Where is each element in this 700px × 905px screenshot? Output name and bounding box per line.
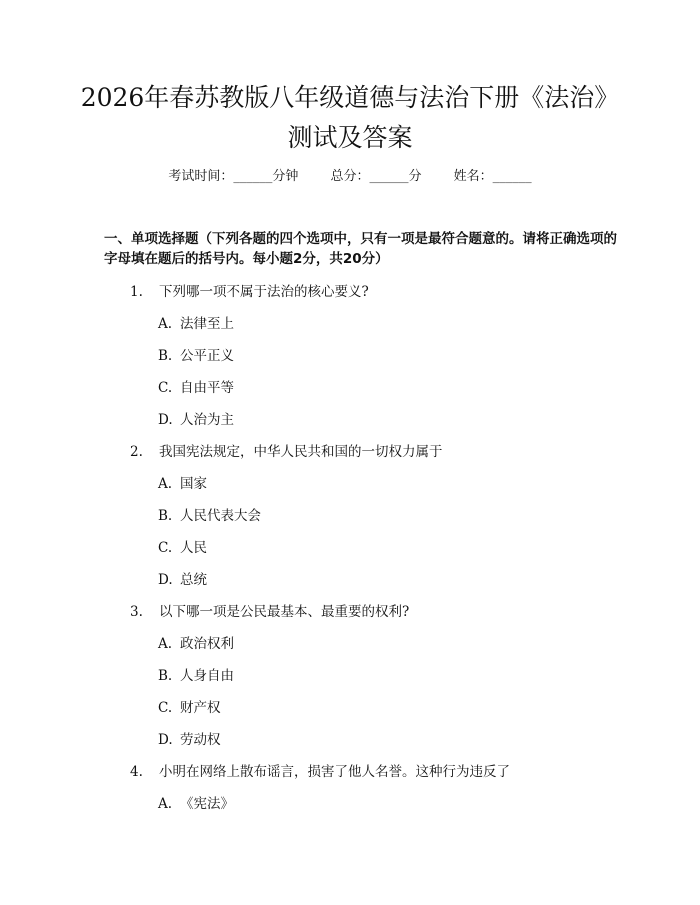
option-a	[0, 314, 700, 346]
option-letter: C.	[158, 380, 173, 396]
option-text: 劳动权	[180, 732, 221, 748]
question-stem	[0, 442, 700, 474]
question-number: 3.	[130, 604, 143, 620]
exam-info-line	[0, 167, 700, 187]
option-text: 自由平等	[180, 380, 234, 396]
question-4	[0, 762, 700, 826]
question-list	[0, 282, 700, 826]
option-letter: D.	[158, 412, 173, 428]
option-c	[0, 378, 700, 410]
option-text: 《宪法》	[180, 796, 234, 812]
exam-time-unit: 分钟	[272, 169, 299, 184]
option-text: 国家	[180, 476, 207, 492]
question-1	[0, 282, 700, 442]
question-text: 以下哪一项是公民最基本、最重要的权利?	[159, 604, 410, 620]
question-stem	[0, 762, 700, 794]
option-a	[0, 794, 700, 826]
question-stem	[0, 602, 700, 634]
question-3	[0, 602, 700, 762]
option-letter: A.	[158, 636, 173, 652]
option-d	[0, 730, 700, 762]
name-label: 姓名：	[453, 169, 493, 184]
option-letter: C.	[158, 700, 173, 716]
question-text: 小明在网络上散布谣言，损害了他人名誉。这种行为违反了	[159, 764, 510, 780]
total-score-blank: ______	[369, 169, 409, 184]
exam-time-field	[168, 169, 298, 184]
document-title: 2026年春苏教版八年级道德与法治下册《法治》测试及答案	[80, 83, 620, 152]
name-field	[454, 169, 532, 184]
option-d	[0, 410, 700, 442]
question-number: 2.	[130, 444, 143, 460]
option-letter: A.	[158, 476, 173, 492]
exam-time-blank: ______	[233, 169, 273, 184]
question-text: 我国宪法规定，中华人民共和国的一切权力属于	[159, 444, 443, 460]
option-b	[0, 506, 700, 538]
option-text: 人民代表大会	[180, 508, 261, 524]
question-text: 下列哪一项不属于法治的核心要义?	[159, 284, 369, 300]
option-letter: D.	[158, 572, 173, 588]
option-b	[0, 666, 700, 698]
question-stem	[0, 282, 700, 314]
exam-time-label: 考试时间：	[168, 169, 234, 184]
option-letter: A.	[158, 796, 173, 812]
question-number: 1.	[130, 284, 143, 300]
total-score-field	[330, 169, 421, 184]
option-letter: A.	[158, 316, 173, 332]
option-text: 政治权利	[180, 636, 234, 652]
option-text: 财产权	[180, 700, 221, 716]
option-letter: C.	[158, 540, 173, 556]
option-text: 法律至上	[180, 316, 234, 332]
name-blank: ______	[492, 169, 532, 184]
option-text: 人民	[180, 540, 207, 556]
option-text: 人身自由	[180, 668, 234, 684]
option-letter: B.	[158, 348, 173, 364]
option-letter: D.	[158, 732, 173, 748]
option-b	[0, 346, 700, 378]
option-text: 公平正义	[180, 348, 234, 364]
option-c	[0, 538, 700, 570]
question-number: 4.	[130, 764, 143, 780]
option-text: 总统	[180, 572, 207, 588]
option-d	[0, 570, 700, 602]
option-text: 人治为主	[180, 412, 234, 428]
section-heading: 一、单项选择题（下列各题的四个选项中，只有一项是最符合题意的。请将正确选项的字母填在题后的括号内。每小题2分，共20分）	[104, 231, 617, 267]
option-c	[0, 698, 700, 730]
total-score-label: 总分：	[330, 169, 370, 184]
total-score-unit: 分	[408, 169, 422, 184]
option-a	[0, 634, 700, 666]
question-2	[0, 442, 700, 602]
option-a	[0, 474, 700, 506]
option-letter: B.	[158, 508, 173, 524]
option-letter: B.	[158, 668, 173, 684]
